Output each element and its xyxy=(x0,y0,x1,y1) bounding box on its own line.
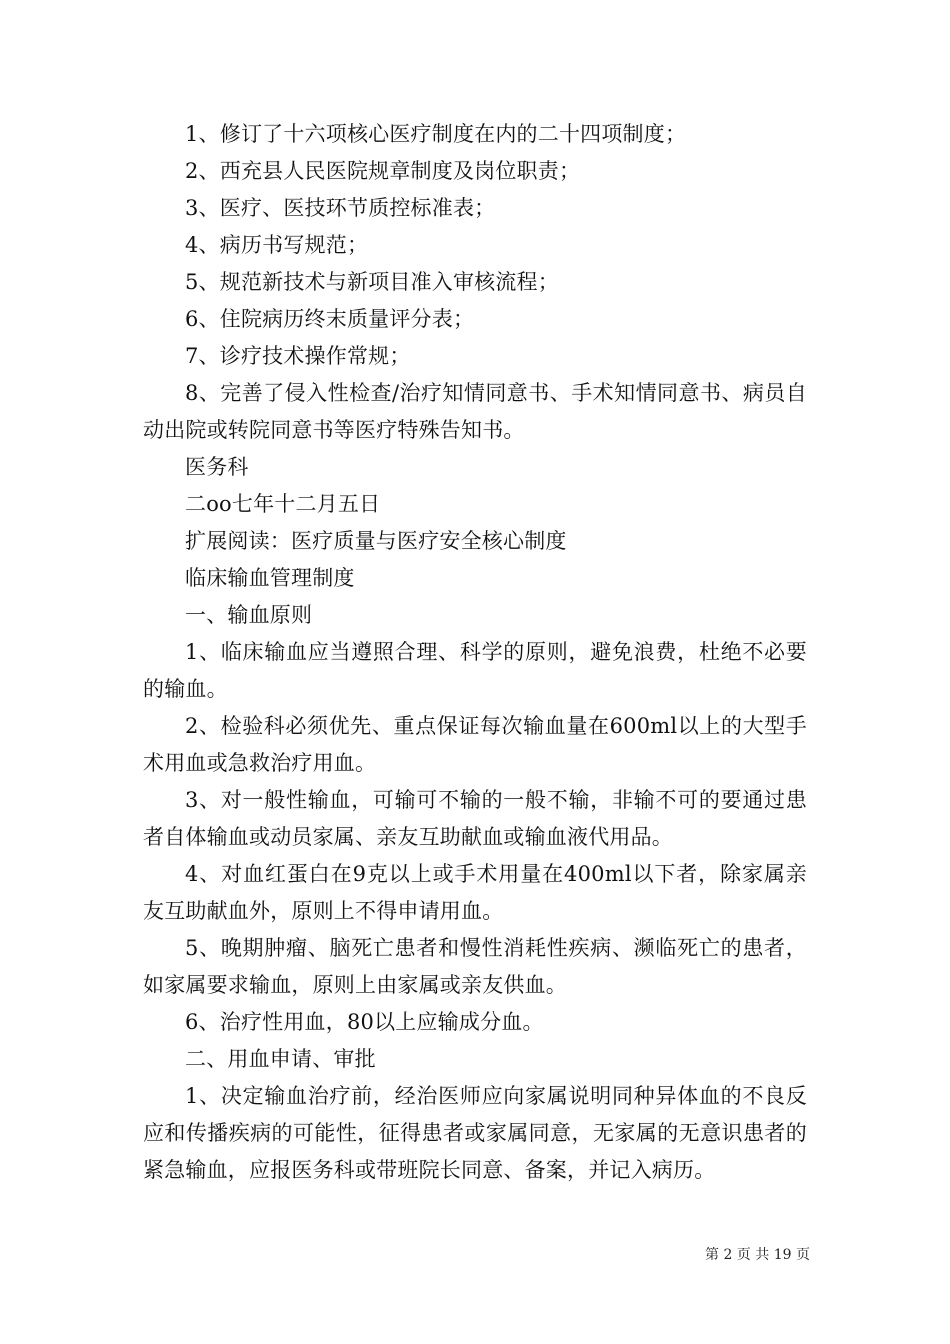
list-item-record-score-table: 6、住院病历终末质量评分表； xyxy=(185,307,475,331)
list-item-hospital-rules: 2、西充县人民医院规章制度及岗位职责； xyxy=(185,159,581,183)
subsection-heading-principles: 一、输血原则 xyxy=(185,603,313,627)
principle-item-2: 2、检验科必须优先、重点保证每次输血量在600ml以上的大型手术用血或急救治疗用血。 xyxy=(143,714,807,775)
list-item-operation-routines: 7、诊疗技术操作常规； xyxy=(185,344,411,368)
extended-reading-title: 扩展阅读：医疗质量与医疗安全核心制度 xyxy=(185,529,567,553)
subsection-heading-application: 二、用血申请、审批 xyxy=(185,1047,376,1071)
principle-item-4: 4、对血红蛋白在9克以上或手术用量在400ml以下者，除家属亲友互助献血外，原则上不得申请用血。 xyxy=(143,862,807,923)
list-item-consent-forms: 8、完善了侵入性检查/治疗知情同意书、手术知情同意书、病员自动出院或转院同意书等医疗特殊告知书。 xyxy=(143,381,807,442)
list-item-quality-standards: 3、医疗、医技环节质控标准表； xyxy=(185,196,496,220)
principle-item-6: 6、治疗性用血，80以上应输成分血。 xyxy=(185,1010,544,1034)
signature-department: 医务科 xyxy=(185,455,249,479)
document-body xyxy=(143,116,807,1189)
application-item-1: 1、决定输血治疗前，经治医师应向家属说明同种异体血的不良反应和传播疾病的可能性，征得患者或家属同意，无家属的无意识患者的紧急输血，应报医务科或带班院长同意、备案，并记入病历。 xyxy=(143,1084,807,1182)
principle-item-5: 5、晚期肿瘤、脑死亡患者和慢性消耗性疾病、濒临死亡的患者，如家属要求输血，原则上由家属或亲友供血。 xyxy=(143,936,807,997)
principle-item-3: 3、对一般性输血，可输可不输的一般不输，非输不可的要通过患者自体输血或动员家属、亲友互助献血或输血液代用品。 xyxy=(143,788,807,849)
list-item-record-norms: 4、病历书写规范； xyxy=(185,233,369,257)
section-title-transfusion: 临床输血管理制度 xyxy=(185,566,355,590)
signature-date: 二oo七年十二月五日 xyxy=(185,492,381,516)
list-item-revised-systems: 1、修订了十六项核心医疗制度在内的二十四项制度； xyxy=(185,122,687,146)
list-item-new-tech-process: 5、规范新技术与新项目准入审核流程； xyxy=(185,270,559,294)
principle-item-1: 1、临床输血应当遵照合理、科学的原则，避免浪费，杜绝不必要的输血。 xyxy=(143,640,807,701)
page-number: 第 2 页 共 19 页 xyxy=(705,1247,810,1263)
